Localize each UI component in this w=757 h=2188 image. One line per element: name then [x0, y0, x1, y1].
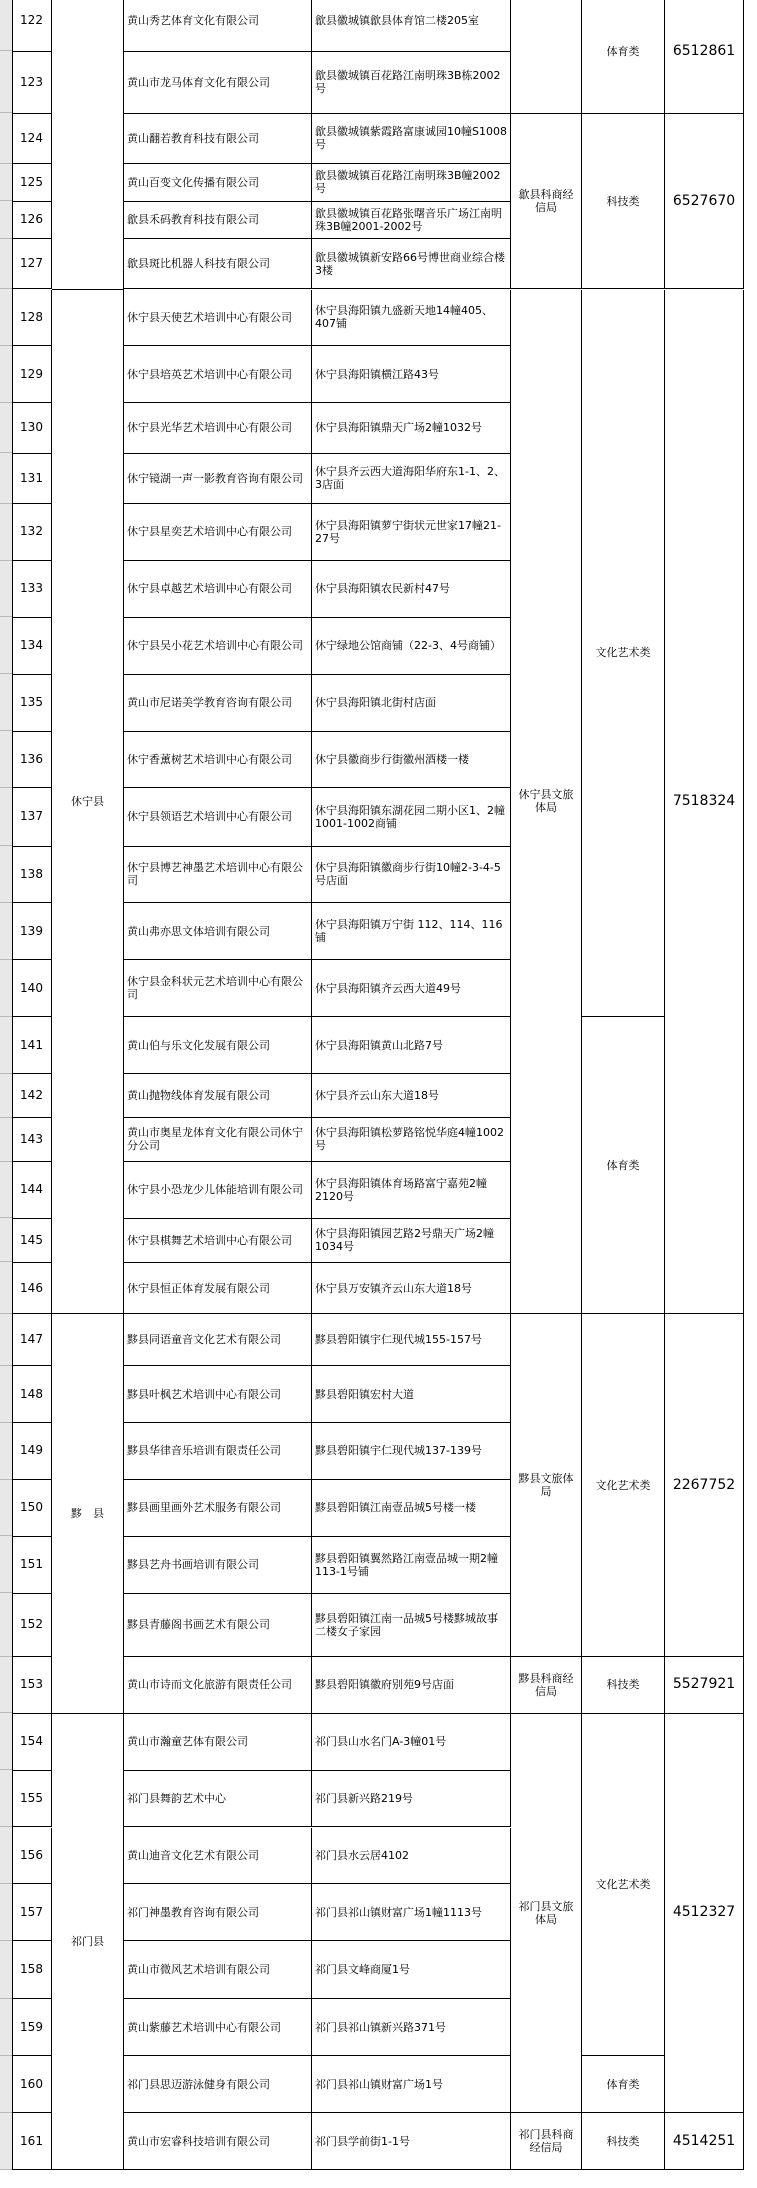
row-number: 150: [12, 1480, 52, 1537]
row-number: 151: [12, 1537, 52, 1594]
company-name: 黟县艺舟书画培训有限公司: [124, 1537, 312, 1594]
row-number: 135: [12, 675, 52, 732]
company-name: 休宁县星奕艺术培训中心有限公司: [124, 504, 312, 561]
row-number: 138: [12, 847, 52, 904]
table-left-border: [12, 0, 13, 2170]
company-address: 休宁县海阳镇园艺路2号鼎天广场2幢1034号: [312, 1219, 511, 1263]
company-address: 祁门县水云居4102: [312, 1828, 511, 1885]
company-name: 休宁县小恐龙少儿体能培训有限公司: [124, 1162, 312, 1219]
company-name: 歙县斑比机器人科技有限公司: [124, 239, 312, 289]
gutter-line: [0, 163, 12, 164]
gutter-line: [0, 845, 12, 846]
row-number: 131: [12, 454, 52, 504]
gutter-line: [0, 238, 12, 239]
phone-cell: 5527921: [665, 1657, 744, 1714]
gutter-line: [0, 730, 12, 731]
gutter-line: [0, 112, 12, 113]
company-name: 黄山市尼诺美学教育咨询有限公司: [124, 675, 312, 732]
row-number: 130: [12, 403, 52, 453]
row-number: 137: [12, 788, 52, 846]
row-number: 126: [12, 202, 52, 239]
company-address: 休宁县海阳镇万宁街 112、114、116 铺: [312, 903, 511, 960]
company-address: 休宁县徽商步行街徽州酒楼一楼: [312, 732, 511, 789]
company-name: 黄山市微风艺术培训有限公司: [124, 1941, 312, 1999]
row-number: 122: [12, 0, 52, 52]
region-cell: 休宁县: [52, 290, 124, 1315]
gutter-line: [0, 959, 12, 960]
row-number: 156: [12, 1828, 52, 1885]
row-number: 158: [12, 1941, 52, 1999]
company-address: 休宁县海阳镇九盛新天地14幢405、407铺: [312, 290, 511, 347]
category-cell: 文化艺术类: [582, 1314, 665, 1656]
company-name: 休宁县棋舞艺术培训中心有限公司: [124, 1219, 312, 1263]
gutter-line: [0, 1656, 12, 1657]
gutter-line: [0, 1479, 12, 1480]
gutter-line: [0, 1998, 12, 1999]
company-name: 休宁镜湖一声一影教育咨询有限公司: [124, 454, 312, 504]
company-address: 祁门县学前街1-1号: [312, 2113, 511, 2170]
company-address: 黟县碧阳镇江南壹品城5号楼一楼: [312, 1480, 511, 1537]
company-name: 黄山伯与乐文化发展有限公司: [124, 1017, 312, 1074]
gutter-line: [0, 1883, 12, 1884]
company-address: 休宁县海阳镇齐云西大道49号: [312, 960, 511, 1017]
gutter-line: [0, 50, 12, 51]
company-address: 黟县碧阳镇徽府别苑9号店面: [312, 1657, 511, 1714]
company-name: 黄山迪音文化艺术有限公司: [124, 1828, 312, 1885]
company-name: 休宁县博艺神墨艺术培训中心有限公司: [124, 847, 312, 904]
category-cell: 科技类: [582, 114, 665, 290]
gutter-line: [0, 1940, 12, 1941]
gutter-line: [0, 1313, 12, 1314]
gutter-line: [0, 1422, 12, 1423]
company-address: 休宁县海阳镇徽商步行街10幢2-3-4-5号店面: [312, 847, 511, 904]
row-number: 140: [12, 960, 52, 1017]
phone-cell: 2267752: [665, 1314, 744, 1656]
gutter-line: [0, 503, 12, 504]
row-gutter: [0, 0, 12, 2188]
category-cell: 科技类: [582, 1657, 665, 1714]
company-name: 歙县禾码教育科技有限公司: [124, 202, 312, 239]
company-address: 祁门县新兴路219号: [312, 1771, 511, 1828]
company-name: 黄山秀艺体育文化有限公司: [124, 0, 312, 52]
company-name: 黄山弗亦思文体培训有限公司: [124, 903, 312, 960]
gutter-line: [0, 673, 12, 674]
company-address: 祁门县祁山镇财富广场1幢1113号: [312, 1884, 511, 1941]
office-cell: 黟县文旅体局: [511, 1314, 582, 1656]
company-name: 休宁县天使艺术培训中心有限公司: [124, 290, 312, 347]
row-number: 147: [12, 1314, 52, 1366]
company-name: 休宁县金科状元艺术培训中心有限公司: [124, 960, 312, 1017]
gutter-line: [0, 560, 12, 561]
company-address: 歙县徽城镇百花路江南明珠3B幢2002号: [312, 164, 511, 201]
row-number: 143: [12, 1118, 52, 1162]
company-name: 祁门神墨教育咨询有限公司: [124, 1884, 312, 1941]
row-number: 161: [12, 2113, 52, 2170]
company-address: 歙县徽城镇紫霞路富康诚园10幢S1008号: [312, 114, 511, 164]
row-number: 134: [12, 618, 52, 675]
gutter-line: [0, 1365, 12, 1366]
row-number: 157: [12, 1884, 52, 1941]
row-number: 146: [12, 1263, 52, 1315]
phone-cell: 6512861: [665, 0, 744, 114]
company-address: 休宁县海阳镇横江路43号: [312, 346, 511, 403]
company-name: 休宁县培英艺术培训中心有限公司: [124, 346, 312, 403]
gutter-line: [0, 1073, 12, 1074]
row-number: 133: [12, 561, 52, 618]
company-address: 歙县徽城镇百花路张曙音乐广场江南明珠3B幢2001-2002号: [312, 202, 511, 239]
gutter-line: [0, 200, 12, 201]
company-address: 休宁县海阳镇黄山北路7号: [312, 1017, 511, 1074]
row-number: 149: [12, 1423, 52, 1480]
company-address: 休宁县海阳镇东湖花园二期小区1、2幢1001-1002商铺: [312, 788, 511, 846]
region-cell: 黟 县: [52, 1314, 124, 1713]
company-name: 黄山市瀚童艺体有限公司: [124, 1714, 312, 1771]
row-number: 125: [12, 164, 52, 201]
company-address: 祁门县祁山镇新兴路371号: [312, 1999, 511, 2056]
row-number: 155: [12, 1771, 52, 1828]
category-cell: 文化艺术类: [582, 290, 665, 1018]
gutter-line: [0, 1712, 12, 1713]
company-address: 歙县徽城镇新安路66号博世商业综合楼3楼: [312, 239, 511, 289]
region-cell: [52, 0, 124, 290]
company-name: 祁门县舞韵艺术中心: [124, 1771, 312, 1828]
company-address: 休宁县齐云西大道海阳华府东1-1、2、3店面: [312, 454, 511, 504]
company-address: 黟县碧阳镇宇仁现代城137-139号: [312, 1423, 511, 1480]
gutter-line: [0, 1261, 12, 1262]
company-name: 黟县同语童音文化艺术有限公司: [124, 1314, 312, 1366]
gutter-line: [0, 288, 12, 289]
company-address: 黟县碧阳镇翼然路江南壹品城一期2幢113-1号铺: [312, 1537, 511, 1594]
gutter-line: [0, 1117, 12, 1118]
company-address: 休宁县海阳镇体育场路富宁嘉苑2幢2120号: [312, 1162, 511, 1219]
company-name: 休宁县光华艺术培训中心有限公司: [124, 403, 312, 453]
company-name: 黄山翻若教育科技有限公司: [124, 114, 312, 164]
company-address: 歙县徽城镇百花路江南明珠3B栋2002号: [312, 52, 511, 114]
gutter-line: [0, 1826, 12, 1827]
gutter-line: [0, 2112, 12, 2113]
gutter-line: [0, 1769, 12, 1770]
company-address: 休宁县海阳镇农民新村47号: [312, 561, 511, 618]
gutter-line: [0, 345, 12, 346]
company-name: 休宁香薰树艺术培训中心有限公司: [124, 732, 312, 789]
row-number: 136: [12, 732, 52, 789]
region-cell: 祁门县: [52, 1714, 124, 2170]
company-name: 黟县华律音乐培训有限责任公司: [124, 1423, 312, 1480]
office-cell: 祁门县文旅体局: [511, 1714, 582, 2113]
company-address: 休宁县海阳镇鼎天广场2幢1032号: [312, 403, 511, 453]
company-address: 黟县碧阳镇宏村大道: [312, 1366, 511, 1423]
company-name: 黄山紫藤艺术培训中心有限公司: [124, 1999, 312, 2056]
company-name: 黄山市龙马体育文化有限公司: [124, 52, 312, 114]
row-number: 145: [12, 1219, 52, 1263]
row-number: 153: [12, 1657, 52, 1714]
row-number: 144: [12, 1162, 52, 1219]
category-cell: 体育类: [582, 2056, 665, 2113]
company-name: 休宁县领语艺术培训中心有限公司: [124, 788, 312, 846]
company-name: 黄山市宏睿科技培训有限公司: [124, 2113, 312, 2170]
company-address: 休宁县齐云山东大道18号: [312, 1074, 511, 1118]
company-address: 歙县徽城镇歙县体育馆二楼205室: [312, 0, 511, 52]
company-name: 黄山百变文化传播有限公司: [124, 164, 312, 201]
category-cell: 文化艺术类: [582, 1714, 665, 2056]
company-name: 祁门县思迈游泳健身有限公司: [124, 2056, 312, 2113]
row-number: 160: [12, 2056, 52, 2113]
gutter-line: [0, 1217, 12, 1218]
office-cell: 歙县科商经信局: [511, 114, 582, 290]
gutter-line: [0, 902, 12, 903]
row-number: 154: [12, 1714, 52, 1771]
company-address: 祁门县文峰商厦1号: [312, 1941, 511, 1999]
gutter-line: [0, 616, 12, 617]
company-name: 黄山抛物线体育发展有限公司: [124, 1074, 312, 1118]
row-number: 124: [12, 114, 52, 164]
phone-cell: 7518324: [665, 290, 744, 1315]
row-number: 132: [12, 504, 52, 561]
row-number: 128: [12, 290, 52, 347]
gutter-line: [0, 1016, 12, 1017]
gutter-line: [0, 1592, 12, 1593]
row-number: 148: [12, 1366, 52, 1423]
office-cell: 黟县科商经信局: [511, 1657, 582, 1714]
gutter-line: [0, 452, 12, 453]
gutter-line: [0, 1161, 12, 1162]
gutter-line: [0, 2055, 12, 2056]
office-cell: 休宁县文旅体局: [511, 290, 582, 1315]
company-name: 黄山市诗而文化旅游有限责任公司: [124, 1657, 312, 1714]
company-address: 休宁县海阳镇北街村店面: [312, 675, 511, 732]
company-address: 休宁县海阳镇松萝路铭悦华庭4幢1002号: [312, 1118, 511, 1162]
company-name: 休宁县吴小花艺术培训中心有限公司: [124, 618, 312, 675]
company-name: 休宁县恒正体育发展有限公司: [124, 1263, 312, 1315]
row-number: 141: [12, 1017, 52, 1074]
sheet-bottom: [0, 2170, 757, 2188]
row-number: 129: [12, 346, 52, 403]
company-name: 黟县叶枫艺术培训中心有限公司: [124, 1366, 312, 1423]
category-cell: 科技类: [582, 2113, 665, 2170]
row-number: 123: [12, 52, 52, 114]
company-address: 休宁县海阳镇萝宁街状元世家17幢21-27号: [312, 504, 511, 561]
gutter-line: [0, 1535, 12, 1536]
phone-cell: 4512327: [665, 1714, 744, 2113]
gutter-line: [0, 402, 12, 403]
company-address: 黟县碧阳镇江南一品城5号楼黟城故事二楼女子家园: [312, 1594, 511, 1657]
company-name: 休宁县卓越艺术培训中心有限公司: [124, 561, 312, 618]
office-cell: [511, 0, 582, 114]
company-address: 祁门县山水名门A-3幢01号: [312, 1714, 511, 1771]
row-number: 159: [12, 1999, 52, 2056]
company-name: 黟县青藤阁书画艺术有限公司: [124, 1594, 312, 1657]
office-cell: 祁门县科商经信局: [511, 2113, 582, 2170]
company-name: 黟县画里画外艺术服务有限公司: [124, 1480, 312, 1537]
phone-cell: 4514251: [665, 2113, 744, 2170]
gutter-line: [0, 787, 12, 788]
company-name: 黄山市奥星龙体育文化有限公司休宁分公司: [124, 1118, 312, 1162]
company-address: 祁门县祁山镇财富广场1号: [312, 2056, 511, 2113]
company-address: 黟县碧阳镇宇仁现代城155-157号: [312, 1314, 511, 1366]
category-cell: 体育类: [582, 0, 665, 114]
company-address: 休宁绿地公馆商铺（22-3、4号商铺）: [312, 618, 511, 675]
row-number: 142: [12, 1074, 52, 1118]
category-cell: 体育类: [582, 1017, 665, 1314]
phone-cell: 6527670: [665, 114, 744, 290]
row-number: 139: [12, 903, 52, 960]
company-address: 休宁县万安镇齐云山东大道18号: [312, 1263, 511, 1315]
row-number: 152: [12, 1594, 52, 1657]
row-number: 127: [12, 239, 52, 289]
